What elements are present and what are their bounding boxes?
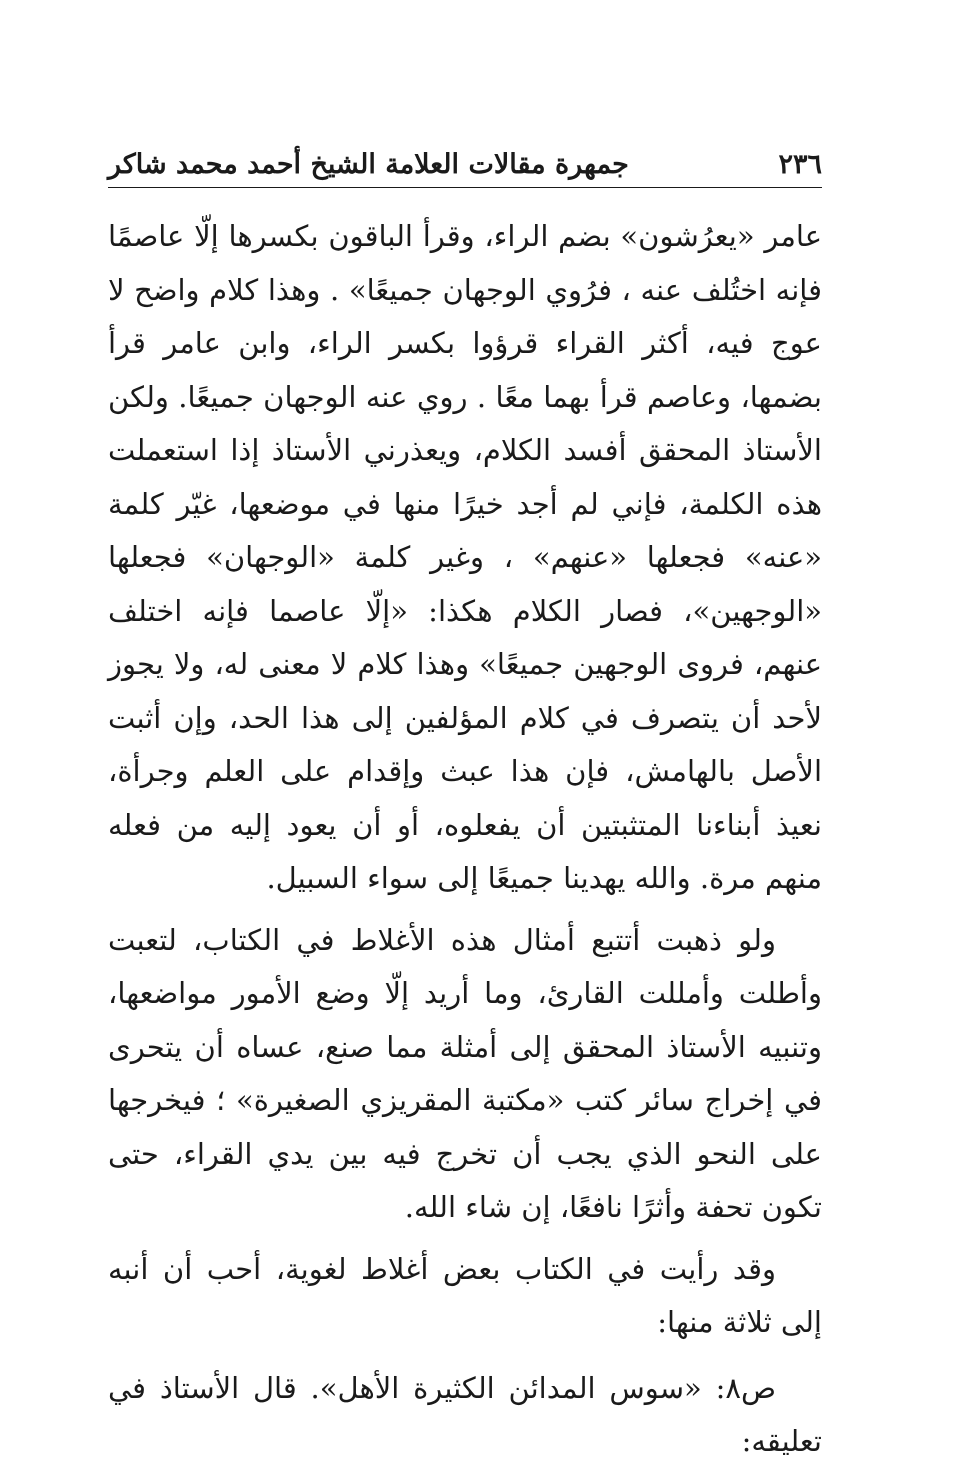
- page-number: ٢٣٦: [778, 149, 822, 180]
- body-text: [108, 210, 822, 1469]
- book-title: جمهرة مقالات العلامة الشيخ أحمد محمد شاكر: [108, 149, 629, 180]
- paragraph: وقد رأيت في الكتاب بعض أغلاط لغوية، أحب أن أنبه إلى ثلاثة منها:: [108, 1251, 822, 1339]
- running-header: [108, 140, 822, 180]
- header-rule: [108, 187, 822, 188]
- paragraph: ص٨: «سوس المدائن الكثيرة الأهل». قال الأستاذ في تعليقه:: [108, 1370, 822, 1458]
- paragraph: ولو ذهبت أتتبع أمثال هذه الأغلاط في الكتاب، لتعبت وأطلت وأمللت القارئ، وما أريد إلّا وضع الأمور مواضعها، وتنبيه الأستاذ المحقق إلى أمثلة مما صنع، عساه أن يتحرى في إخراج سائر كتب «مكتبة المقريزي الصغيرة» ؛ فيخرجها على النحو الذي يجب أن تخرج فيه بين يدي القراء، حتى تكون تحفة وأثرًا نافعًا، إن شاء الله.: [108, 922, 822, 1224]
- paragraph-continued: عامر «يعرُشون» بضم الراء، وقرأ الباقون بكسرها إلّا عاصمًا فإنه اختُلف عنه ، فرُوي الوجهان جميعًا» . وهذا كلام واضح لا عوج فيه، أكثر القراء قرؤوا بكسر الراء، وابن عامر قرأ بضمها، وعاصم قرأ بهما معًا . روي عنه الوجهان جميعًا. ولكن الأستاذ المحقق أفسد الكلام، ويعذرني الأستاذ إذا استعملت هذه الكلمة، فإني لم أجد خيرًا منها في موضعها، غيّر كلمة «عنه» فجعلها «عنهم» ، وغير كلمة «الوجهان» فجعلها «الوجهين»، فصار الكلام هكذا: «إلّا عاصما فإنه اختلف عنهم، فروى الوجهين جميعًا» وهذا كلام لا معنى له، ولا يجوز لأحد أن يتصرف في كلام المؤلفين إلى هذا الحد، وإن أثبت الأصل بالهامش، فإن هذا عبث وإقدام على العلم وجرأة، نعيذ أبناءنا المتثبتين أن يفعلوه، أو أن يعود إليه من فعله منهم مرة. والله يهدينا جميعًا إلى سواء السبيل.: [108, 219, 822, 895]
